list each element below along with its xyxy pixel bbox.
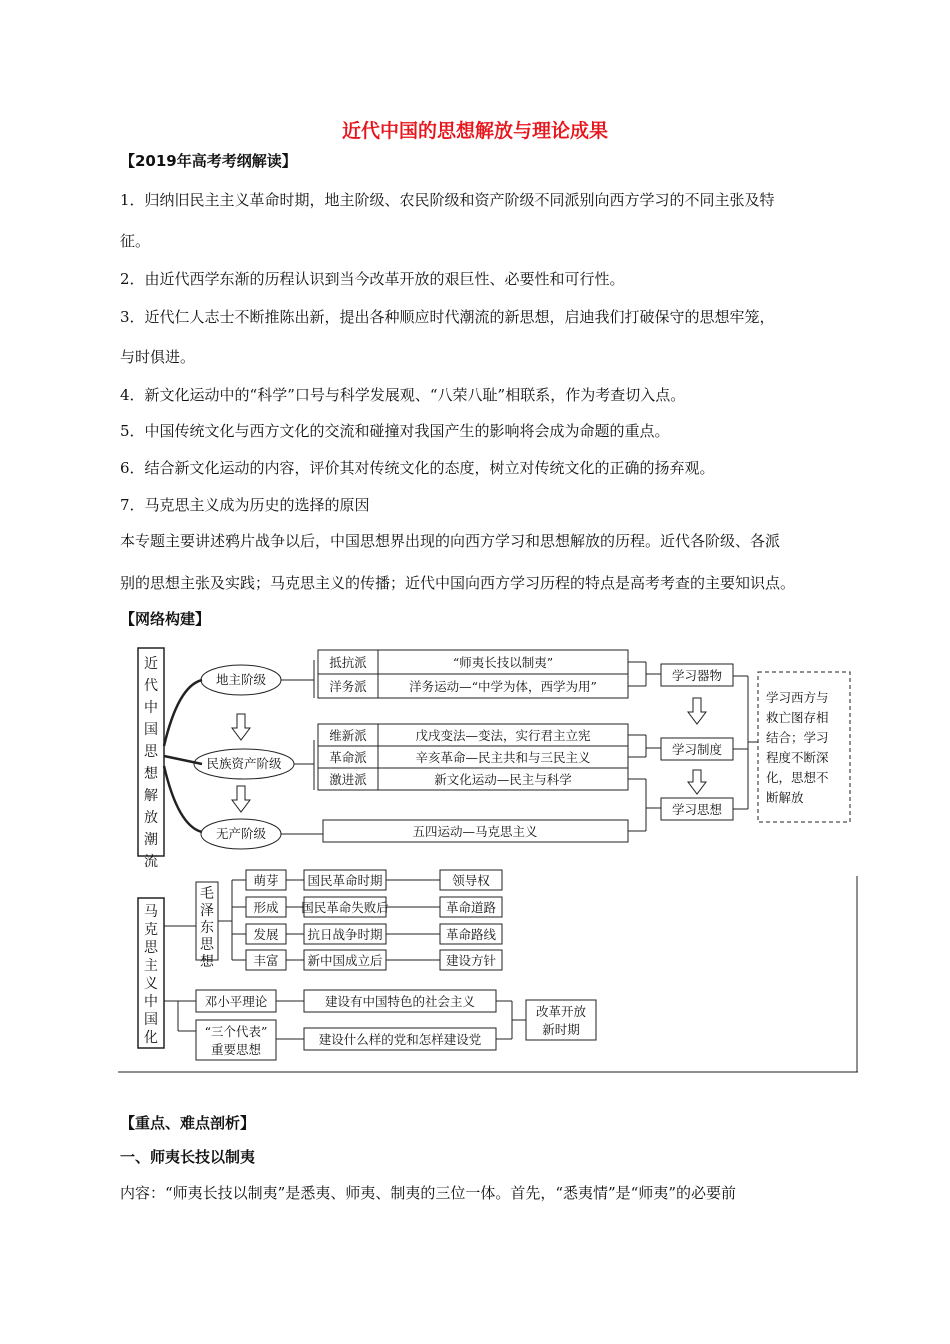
section-heading-network: 【网络构建】 [120,610,211,628]
stage-institutions: 学习制度 [671,742,723,757]
mao-content-3: 建设方针 [445,953,497,968]
marx-title-ch2: 思 [144,940,158,956]
subheading-shiyi: 一、师夷长技以制夷 [120,1148,256,1166]
summary-line-2: 别的思想主张及实践；马克思主义的传播；近代中国向西方学习历程的特点是高考考查的主要知识点。 [120,574,796,592]
marx-title-ch5: 中 [144,994,158,1010]
left-title-ch3: 国 [144,722,158,738]
faction-resistance: 抵抗派 [329,655,367,670]
conclusion-l3: 程度不断深 [766,750,829,765]
left-title-ch6: 解 [144,788,158,804]
three-rep-line2: 重要思想 [210,1042,262,1057]
marx-title-ch7: 化 [144,1030,158,1046]
stage-ideas: 学习思想 [671,802,723,817]
idea-new-culture: 新文化运动—民主与科学 [434,772,572,787]
left-title-ch9: 流 [144,854,158,870]
class-landlord: 地主阶级 [215,672,267,687]
mao-stage-0: 萌芽 [253,873,279,888]
three-rep-line1: “三个代表” [204,1024,268,1039]
mao-period-2: 抗日战争时期 [307,927,383,942]
stage-artifacts: 学习器物 [671,668,723,683]
exam-item-3b: 与时俱进。 [120,348,196,366]
faction-westernization: 洋务派 [329,679,367,694]
mao-title-ch2: 东 [200,920,214,936]
summary-line-1: 本专题主要讲述鸦片战争以后，中国思想界出现的向西方学习和思想解放的历程。近代各阶级、各派 [120,532,781,550]
section-heading-analysis: 【重点、难点剖析】 [120,1114,256,1132]
conclusion-l4: 化，思想不 [766,770,829,785]
idea-shiyi: “师夷长技以制夷” [452,655,554,670]
knowledge-network-diagram [118,636,858,1074]
left-title-ch5: 想 [144,766,158,782]
conclusion-text [766,690,833,805]
idea-revolution: 辛亥革命—民主共和与三民主义 [415,750,591,765]
mao-title-ch0: 毛 [200,886,214,902]
marx-title-ch3: 主 [144,958,158,974]
faction-revolution: 革命派 [329,750,367,765]
conclusion-l2: 结合；学习 [766,730,829,745]
deng-content: 建设有中国特色的社会主义 [324,994,476,1009]
faction-reform: 维新派 [329,728,367,743]
mao-period-1: 国民革命失败后 [301,900,389,915]
mao-stage-1: 形成 [253,900,279,915]
faction-radical: 激进派 [329,772,367,787]
mao-stage-3: 丰富 [253,953,279,968]
conclusion-l1: 救亡图存相 [766,710,829,725]
left-title-ch1: 代 [144,678,158,694]
exam-item-4: 4．新文化运动中的“科学”口号与科学发展观、“八荣八耻”相联系，作为考查切入点。 [120,386,686,404]
exam-item-3a: 3．近代仁人志士不断推陈出新，提出各种顺应时代潮流的新思想，启迪我们打破保守的思想牢笼， [120,308,775,326]
marx-title-ch6: 国 [144,1012,158,1028]
exam-item-1a: 1．归纳旧民主主义革命时期，地主阶级、农民阶级和资产阶级不同派别向西方学习的不同主张及特 [120,191,775,209]
page-title: 近代中国的思想解放与理论成果 [341,120,608,142]
mao-content-0: 领导权 [452,873,490,888]
left-title-ch0: 近 [144,656,158,672]
exam-item-5: 5．中国传统文化与西方文化的交流和碰撞对我国产生的影响将会成为命题的重点。 [120,422,670,440]
left-title-ch8: 潮 [144,832,158,848]
mao-content-2: 革命路线 [445,927,497,942]
reform-line1: 改革开放 [535,1004,587,1019]
mao-rows [232,870,502,970]
mao-period-0: 国民革命时期 [307,873,383,888]
mao-content-1: 革命道路 [445,900,497,915]
left-title-ch4: 思 [144,744,158,760]
left-title-ch7: 放 [144,810,158,826]
idea-may-fourth: 五四运动—马克思主义 [412,824,538,839]
mao-title-ch3: 思 [200,937,214,953]
section-heading-exam: 【2019年高考考纲解读】 [120,152,297,170]
conclusion-l0: 学习西方与 [766,690,829,705]
class-bourgeoisie: 民族资产阶级 [206,756,282,771]
idea-westernization: 洋务运动—“中学为体，西学为用” [409,679,597,694]
mao-period-3: 新中国成立后 [307,953,383,968]
reform-line2: 新时期 [542,1022,580,1037]
class-proletariat: 无产阶级 [215,826,267,841]
content-line: 内容：“师夷长技以制夷”是悉夷、师夷、制夷的三位一体。首先，“悉夷情”是“师夷”的必要前 [120,1184,737,1202]
three-rep-content: 建设什么样的党和怎样建设党 [318,1032,482,1047]
marx-title-ch1: 克 [144,922,158,938]
mao-title-ch4: 想 [200,954,214,970]
conclusion-l5: 断解放 [766,790,804,805]
marx-title [144,904,162,1046]
mao-title-ch1: 泽 [200,903,214,919]
left-title [144,656,162,870]
mao-stage-2: 发展 [253,927,279,942]
exam-item-2: 2．由近代西学东渐的历程认识到当今改革开放的艰巨性、必要性和可行性。 [120,270,625,288]
marx-title-ch4: 义 [144,976,158,992]
idea-reform: 戊戌变法—变法，实行君主立宪 [415,728,591,743]
deng-theory: 邓小平理论 [204,994,268,1009]
exam-item-1b: 征。 [120,232,151,250]
mao-title [200,886,218,970]
marx-title-ch0: 马 [144,904,158,920]
exam-item-7: 7．马克思主义成为历史的选择的原因 [120,496,370,514]
left-title-ch2: 中 [144,700,158,716]
exam-item-6: 6．结合新文化运动的内容，评价其对传统文化的态度，树立对传统文化的正确的扬弃观。 [120,459,715,477]
